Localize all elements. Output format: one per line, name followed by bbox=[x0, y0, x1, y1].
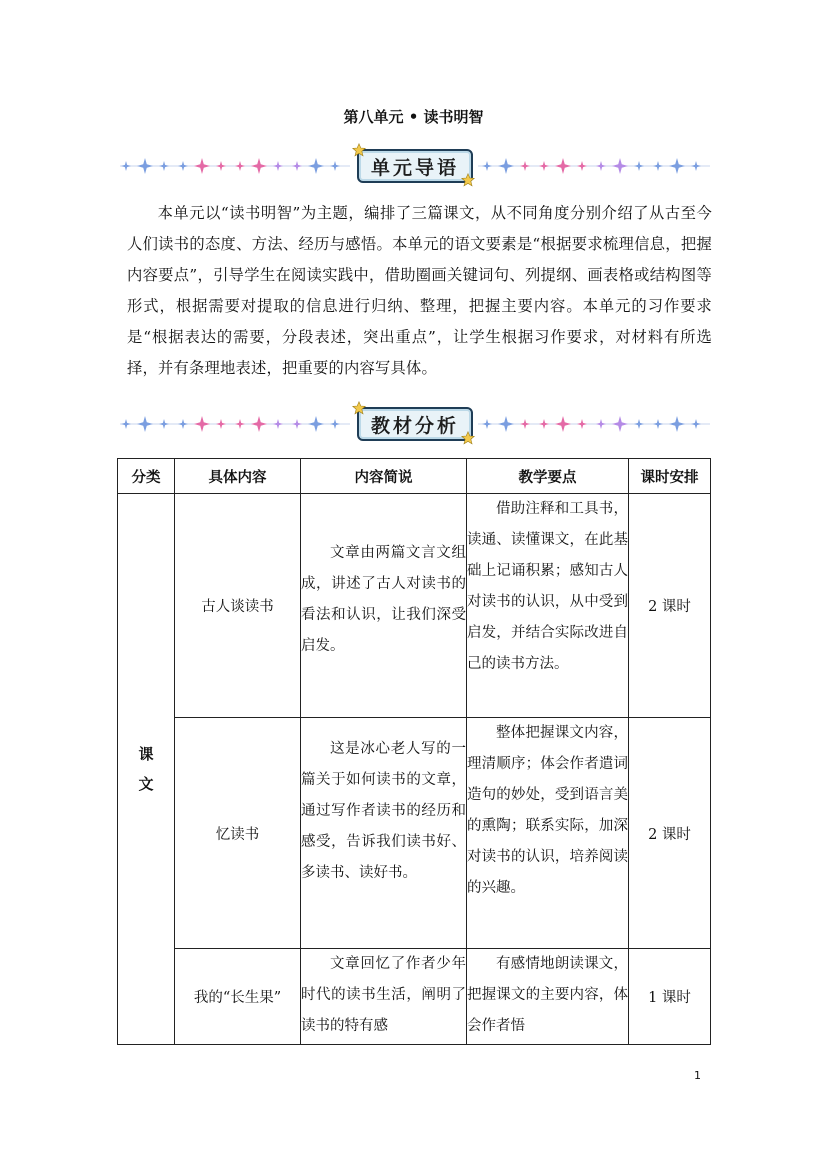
sparkle-icon bbox=[292, 419, 302, 429]
table-header-row bbox=[118, 459, 711, 494]
sparkle-icon bbox=[612, 416, 628, 432]
sparkle-icon bbox=[251, 158, 267, 174]
intro-heading-banner: 单元导语 bbox=[357, 149, 473, 183]
category-label: 文 bbox=[138, 775, 154, 793]
section-divider-analysis bbox=[120, 403, 710, 447]
star-icon bbox=[461, 173, 475, 187]
sparkle-icon bbox=[308, 158, 324, 174]
sparkle-icon bbox=[612, 158, 628, 174]
content-cell: 忆读书 bbox=[175, 718, 301, 949]
intro-paragraph: 本单元以“读书明智”为主题，编排了三篇课文，从不同角度分别介绍了从古至今人们读书的态度、方法、经历与感悟。本单元的语文要素是“根据要求梳理信息，把握内容要点”，引导学生在阅读实践中，借助圈画关键词句、列提纲、画表格或结构图等形式，根据需要对提取的信息进行归纳、整理，把握主要内容。本单元的习作要求是“根据表达的需要，分段表述，突出重点”，让学生根据习作要求，对材料有所选择，并有条理地表述，把重要的内容写具体。 bbox=[127, 204, 712, 377]
sparkle-icon bbox=[194, 158, 210, 174]
header-category: 分类 bbox=[118, 459, 175, 494]
sparkle-icon bbox=[159, 419, 169, 429]
sparkle-icon bbox=[596, 419, 606, 429]
header-teaching-points: 教学要点 bbox=[467, 459, 629, 494]
textbook-analysis-table bbox=[117, 458, 711, 1045]
sparkle-icon bbox=[308, 416, 324, 432]
hours-cell: 1 课时 bbox=[629, 949, 711, 1045]
sparkle-icon bbox=[539, 161, 549, 171]
sparkle-icon bbox=[178, 161, 188, 171]
sparkle-icon bbox=[577, 419, 587, 429]
content-cell: 古人谈读书 bbox=[175, 494, 301, 718]
sparkle-icon bbox=[634, 161, 644, 171]
sparkle-icon bbox=[482, 161, 492, 171]
header-summary: 内容简说 bbox=[301, 459, 467, 494]
sparkle-icon bbox=[159, 161, 169, 171]
sparkle-icon bbox=[137, 416, 153, 432]
sparkle-icon bbox=[653, 161, 663, 171]
content-cell: 我的“长生果” bbox=[175, 949, 301, 1045]
sparkle-icon bbox=[669, 416, 685, 432]
sparkle-icon bbox=[216, 161, 226, 171]
analysis-heading-banner: 教材分析 bbox=[357, 407, 473, 441]
sparkle-icon bbox=[498, 158, 514, 174]
sparkle-icon bbox=[577, 161, 587, 171]
sparkle-icon bbox=[330, 161, 340, 171]
sparkle-icon bbox=[251, 416, 267, 432]
sparkle-icon bbox=[691, 161, 701, 171]
sparkle-icon bbox=[273, 161, 283, 171]
star-icon bbox=[352, 401, 366, 415]
sparkle-icon bbox=[121, 419, 131, 429]
header-hours: 课时安排 bbox=[629, 459, 711, 494]
sparkle-icon bbox=[520, 419, 530, 429]
header-content: 具体内容 bbox=[175, 459, 301, 494]
sparkle-icon bbox=[216, 419, 226, 429]
points-cell: 借助注释和工具书，读通、读懂课文，在此基础上记诵积累；感知古人对读书的认识，从中受到启发，并结合实际改进自己的读书方法。 bbox=[467, 494, 629, 718]
sparkle-icon bbox=[292, 161, 302, 171]
sparkle-icon bbox=[555, 158, 571, 174]
points-cell bbox=[467, 949, 629, 1045]
category-cell bbox=[118, 494, 175, 1045]
sparkle-icon bbox=[137, 158, 153, 174]
sparkle-icon bbox=[273, 419, 283, 429]
summary-cell: 这是冰心老人写的一篇关于如何读书的文章，通过写作者读书的经历和感受，告诉我们读书好、多读书、读好书。 bbox=[301, 718, 467, 949]
sparkle-icon bbox=[634, 419, 644, 429]
table-row bbox=[118, 949, 711, 1045]
summary-cell bbox=[301, 949, 467, 1045]
sparkle-icon bbox=[121, 161, 131, 171]
table-row bbox=[118, 494, 711, 718]
sparkle-icon bbox=[235, 419, 245, 429]
table-row bbox=[118, 718, 711, 949]
points-cell: 整体把握课文内容，理清顺序；体会作者遣词造句的妙处，受到语言美的熏陶；联系实际，加深对读书的认识，培养阅读的兴趣。 bbox=[467, 718, 629, 949]
sparkle-icon bbox=[539, 419, 549, 429]
page-number: 1 bbox=[694, 1069, 701, 1082]
sparkle-icon bbox=[178, 419, 188, 429]
sparkle-icon bbox=[555, 416, 571, 432]
sparkle-icon bbox=[596, 161, 606, 171]
sparkle-icon bbox=[691, 419, 701, 429]
sparkle-icon bbox=[330, 419, 340, 429]
star-icon bbox=[352, 143, 366, 157]
summary-cell: 文章由两篇文言文组成，讲述了古人对读书的看法和认识，让我们深受启发。 bbox=[301, 494, 467, 718]
page-title: 第八单元 • 读书明智 bbox=[343, 108, 484, 126]
sparkle-icon bbox=[653, 419, 663, 429]
points-text: 有感情地朗读课文，把握课文的主要内容，体会作者悟 bbox=[467, 956, 628, 1034]
section-divider-intro bbox=[120, 145, 710, 189]
hours-cell: 2 课时 bbox=[629, 718, 711, 949]
sparkle-icon bbox=[482, 419, 492, 429]
category-label: 课 bbox=[138, 745, 154, 763]
sparkle-icon bbox=[194, 416, 210, 432]
sparkle-icon bbox=[669, 158, 685, 174]
summary-text: 文章回忆了作者少年时代的读书生活，阐明了读书的特有感 bbox=[301, 956, 466, 1034]
sparkle-icon bbox=[498, 416, 514, 432]
sparkle-icon bbox=[520, 161, 530, 171]
star-icon bbox=[461, 431, 475, 445]
sparkle-icon bbox=[235, 161, 245, 171]
hours-cell: 2 课时 bbox=[629, 494, 711, 718]
